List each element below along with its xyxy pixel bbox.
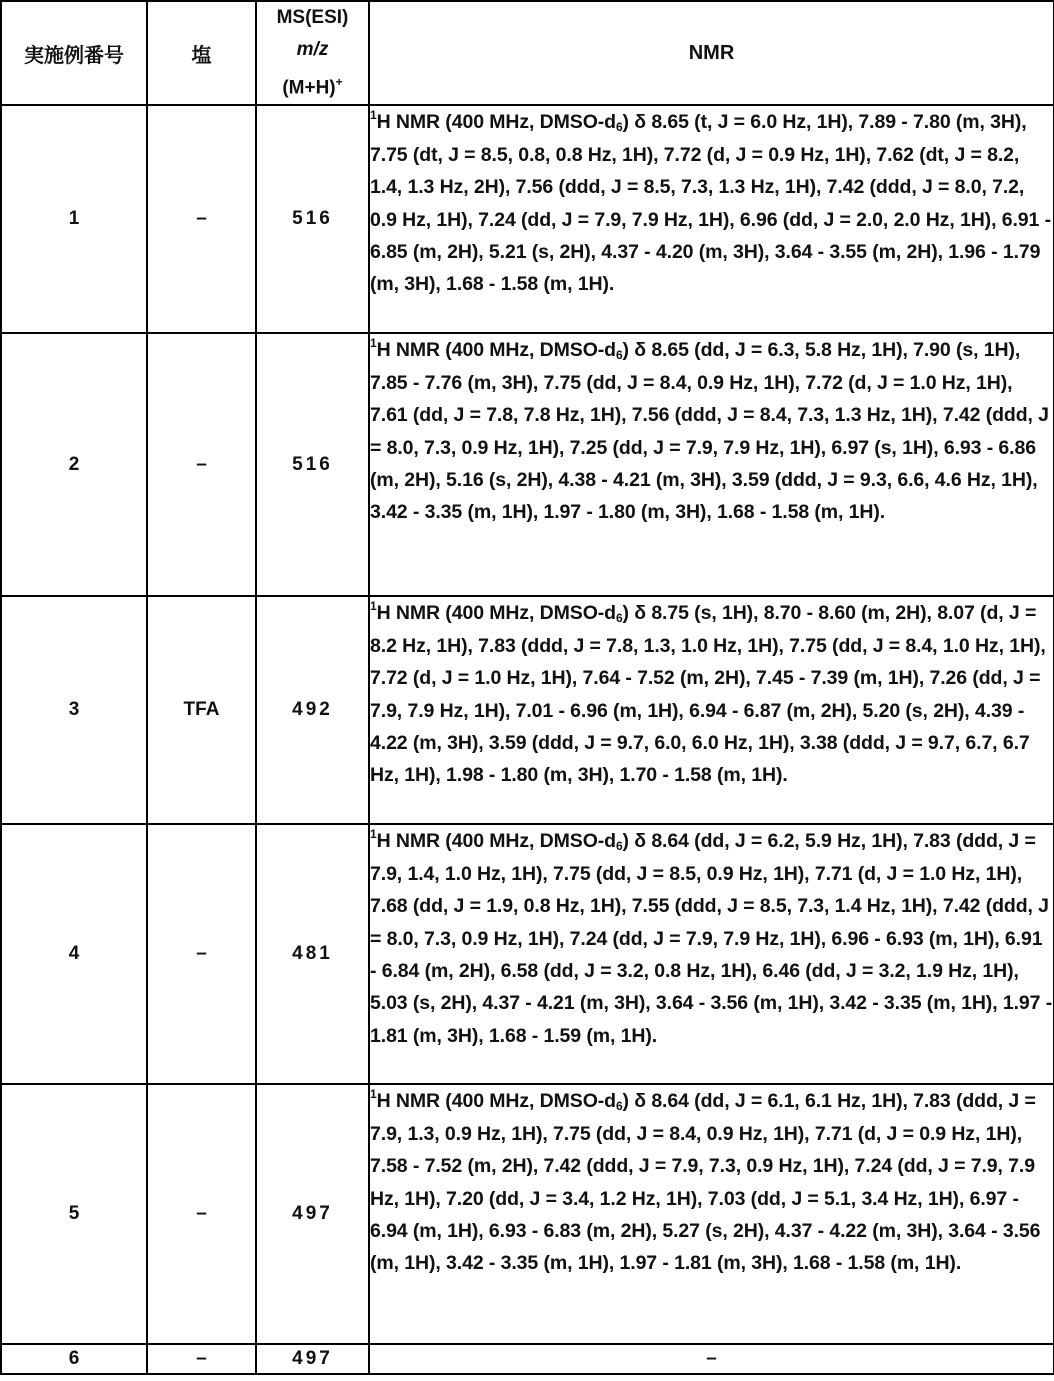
cell-example-no: 2 — [1, 333, 147, 596]
cell-salt: – — [147, 333, 256, 596]
cell-example-no: 1 — [1, 105, 147, 333]
nmr-delta: ) δ — [622, 1090, 652, 1113]
cell-example-no: 4 — [1, 824, 147, 1084]
table-row — [1, 105, 1054, 333]
nmr-delta: ) δ — [622, 830, 652, 853]
nmr-delta: ) δ — [622, 339, 652, 362]
header-ms-adduct: (M+H) — [282, 77, 336, 99]
cell-example-no: 3 — [1, 596, 147, 824]
table-row — [1, 333, 1054, 596]
cell-ms: 516 — [256, 105, 369, 333]
nmr-peaks: 8.75 (s, 1H), 8.70 - 8.60 (m, 2H), 8.07 (d, J = 8.2 Hz, 1H), 7.83 (ddd, J = 7.8, 1.3, 1.0 Hz, 1H), 7.75 (dd, J = 8.4, 1.0 Hz, 1H), 7.72 (d, J = 1.0 Hz, 1H), 7.64 - 7.52 (m, 2H), 7.45 - 7.39 (m, 1H), 7.26 (dd, J = 7.9, 7.9 Hz, 1H), 7.01 - 6.96 (m, 1H), 6.94 - 6.87 (m, 2H), 5.20 (s, 2H), 4.39 - 4.22 (m, 3H), 3.59 (ddd, J = 9.7, 6.0, 6.0 Hz, 1H), 3.38 (ddd, J = 9.7, 6.7, 6.7 Hz, 1H), 1.98 - 1.80 (m, 3H), 1.70 - 1.58 (m, 1H). — [370, 602, 1046, 787]
nmr-delta: ) δ — [622, 111, 652, 134]
table-row — [1, 824, 1054, 1084]
cell-example-no: 6 — [1, 1344, 147, 1374]
nmr-prefix: H NMR (400 MHz, DMSO-d — [376, 602, 616, 625]
header-nmr: NMR — [369, 1, 1054, 105]
nmr-prefix: H NMR (400 MHz, DMSO-d — [376, 339, 616, 362]
nmr-peaks: 8.64 (dd, J = 6.1, 6.1 Hz, 1H), 7.83 (ddd, J = 7.9, 1.3, 0.9 Hz, 1H), 7.75 (dd, J = 8.4, 0.9 Hz, 1H), 7.71 (d, J = 0.9 Hz, 1H), 7.58 - 7.52 (m, 2H), 7.42 (ddd, J = 7.9, 7.3, 0.9 Hz, 1H), 7.24 (dd, J = 7.9, 7.9 Hz, 1H), 7.20 (dd, J = 3.4, 1.2 Hz, 1H), 7.03 (dd, J = 5.1, 3.4 Hz, 1H), 6.97 - 6.94 (m, 1H), 6.93 - 6.83 (m, 2H), 5.27 (s, 2H), 4.37 - 4.22 (m, 3H), 3.64 - 3.56 (m, 1H), 3.42 - 3.35 (m, 1H), 1.97 - 1.81 (m, 3H), 1.68 - 1.58 (m, 1H). — [370, 1090, 1041, 1275]
nmr-solvent-sub: 6 — [615, 120, 623, 135]
cell-salt: – — [147, 105, 256, 333]
cell-ms: 516 — [256, 333, 369, 596]
header-ms-line3 — [257, 66, 368, 104]
nmr-solvent-sub: 6 — [615, 348, 623, 363]
cell-nmr — [369, 824, 1054, 1084]
nmr-isotope: 1 — [370, 108, 377, 123]
table-row — [1, 1084, 1054, 1344]
nmr-peaks: 8.64 (dd, J = 6.2, 5.9 Hz, 1H), 7.83 (ddd, J = 7.9, 1.4, 1.0 Hz, 1H), 7.75 (dd, J = 8.5, 0.9 Hz, 1H), 7.71 (d, J = 1.0 Hz, 1H), 7.68 (dd, J = 1.9, 0.8 Hz, 1H), 7.55 (ddd, J = 8.5, 7.3, 1.4 Hz, 1H), 7.42 (ddd, J = 8.0, 7.3, 0.9 Hz, 1H), 7.24 (dd, J = 7.9, 7.9 Hz, 1H), 6.96 - 6.93 (m, 1H), 6.91 - 6.84 (m, 2H), 6.58 (dd, J = 3.2, 0.8 Hz, 1H), 6.46 (dd, J = 3.2, 1.9 Hz, 1H), 5.03 (s, 2H), 4.37 - 4.21 (m, 3H), 3.64 - 3.56 (m, 1H), 3.42 - 3.35 (m, 1H), 1.97 - 1.81 (m, 3H), 1.68 - 1.59 (m, 1H). — [370, 830, 1053, 1047]
cell-salt: – — [147, 1344, 256, 1374]
cell-ms: 497 — [256, 1344, 369, 1374]
header-row — [1, 1, 1054, 105]
nmr-solvent-sub: 6 — [615, 611, 623, 626]
header-example-no: 実施例番号 — [1, 1, 147, 105]
cell-salt: TFA — [147, 596, 256, 824]
header-ms — [256, 1, 369, 105]
header-ms-line2: m/z — [296, 39, 329, 60]
cell-nmr — [369, 105, 1054, 333]
header-ms-charge: + — [335, 75, 343, 89]
nmr-isotope: 1 — [370, 599, 377, 614]
cell-nmr — [369, 333, 1054, 596]
nmr-prefix: H NMR (400 MHz, DMSO-d — [376, 1090, 616, 1113]
cell-salt: – — [147, 1084, 256, 1344]
cell-ms: 492 — [256, 596, 369, 824]
nmr-isotope: 1 — [370, 1087, 377, 1102]
cell-nmr — [369, 596, 1054, 824]
header-salt: 塩 — [147, 1, 256, 105]
cell-nmr — [369, 1084, 1054, 1344]
nmr-peaks: 8.65 (dd, J = 6.3, 5.8 Hz, 1H), 7.90 (s, 1H), 7.85 - 7.76 (m, 3H), 7.75 (dd, J = 8.4, 0.9 Hz, 1H), 7.72 (d, J = 1.0 Hz, 1H), 7.61 (dd, J = 7.8, 7.8 Hz, 1H), 7.56 (ddd, J = 8.4, 7.3, 1.3 Hz, 1H), 7.42 (ddd, J = 8.0, 7.3, 0.9 Hz, 1H), 7.25 (dd, J = 7.9, 7.9 Hz, 1H), 6.97 (s, 1H), 6.93 - 6.86 (m, 2H), 5.16 (s, 2H), 4.38 - 4.21 (m, 3H), 3.59 (ddd, J = 9.3, 6.6, 4.6 Hz, 1H), 3.42 - 3.35 (m, 1H), 1.97 - 1.80 (m, 3H), 1.68 - 1.58 (m, 1H). — [370, 339, 1049, 524]
nmr-isotope: 1 — [370, 827, 377, 842]
cell-salt: – — [147, 824, 256, 1084]
nmr-delta: ) δ — [622, 602, 652, 625]
nmr-solvent-sub: 6 — [615, 1099, 623, 1114]
cell-example-no: 5 — [1, 1084, 147, 1344]
cell-ms: 497 — [256, 1084, 369, 1344]
nmr-peaks: 8.65 (t, J = 6.0 Hz, 1H), 7.89 - 7.80 (m, 3H), 7.75 (dt, J = 8.5, 0.8, 0.8 Hz, 1H), 7.72 (d, J = 0.9 Hz, 1H), 7.62 (dt, J = 8.2, 1.4, 1.3 Hz, 2H), 7.56 (ddd, J = 8.5, 7.3, 1.3 Hz, 1H), 7.42 (ddd, J = 8.0, 7.2, 0.9 Hz, 1H), 7.24 (dd, J = 7.9, 7.9 Hz, 1H), 6.96 (dd, J = 2.0, 2.0 Hz, 1H), 6.91 - 6.85 (m, 2H), 5.21 (s, 2H), 4.37 - 4.20 (m, 3H), 3.64 - 3.55 (m, 2H), 1.96 - 1.79 (m, 3H), 1.68 - 1.58 (m, 1H). — [370, 111, 1051, 296]
table-row — [1, 1344, 1054, 1374]
header-ms-line1: MS(ESI) — [276, 7, 349, 28]
nmr-prefix: H NMR (400 MHz, DMSO-d — [376, 111, 616, 134]
cell-nmr: – — [369, 1344, 1054, 1374]
nmr-solvent-sub: 6 — [615, 839, 623, 854]
nmr-prefix: H NMR (400 MHz, DMSO-d — [376, 830, 616, 853]
cell-ms: 481 — [256, 824, 369, 1084]
nmr-isotope: 1 — [370, 336, 377, 351]
table-row — [1, 596, 1054, 824]
